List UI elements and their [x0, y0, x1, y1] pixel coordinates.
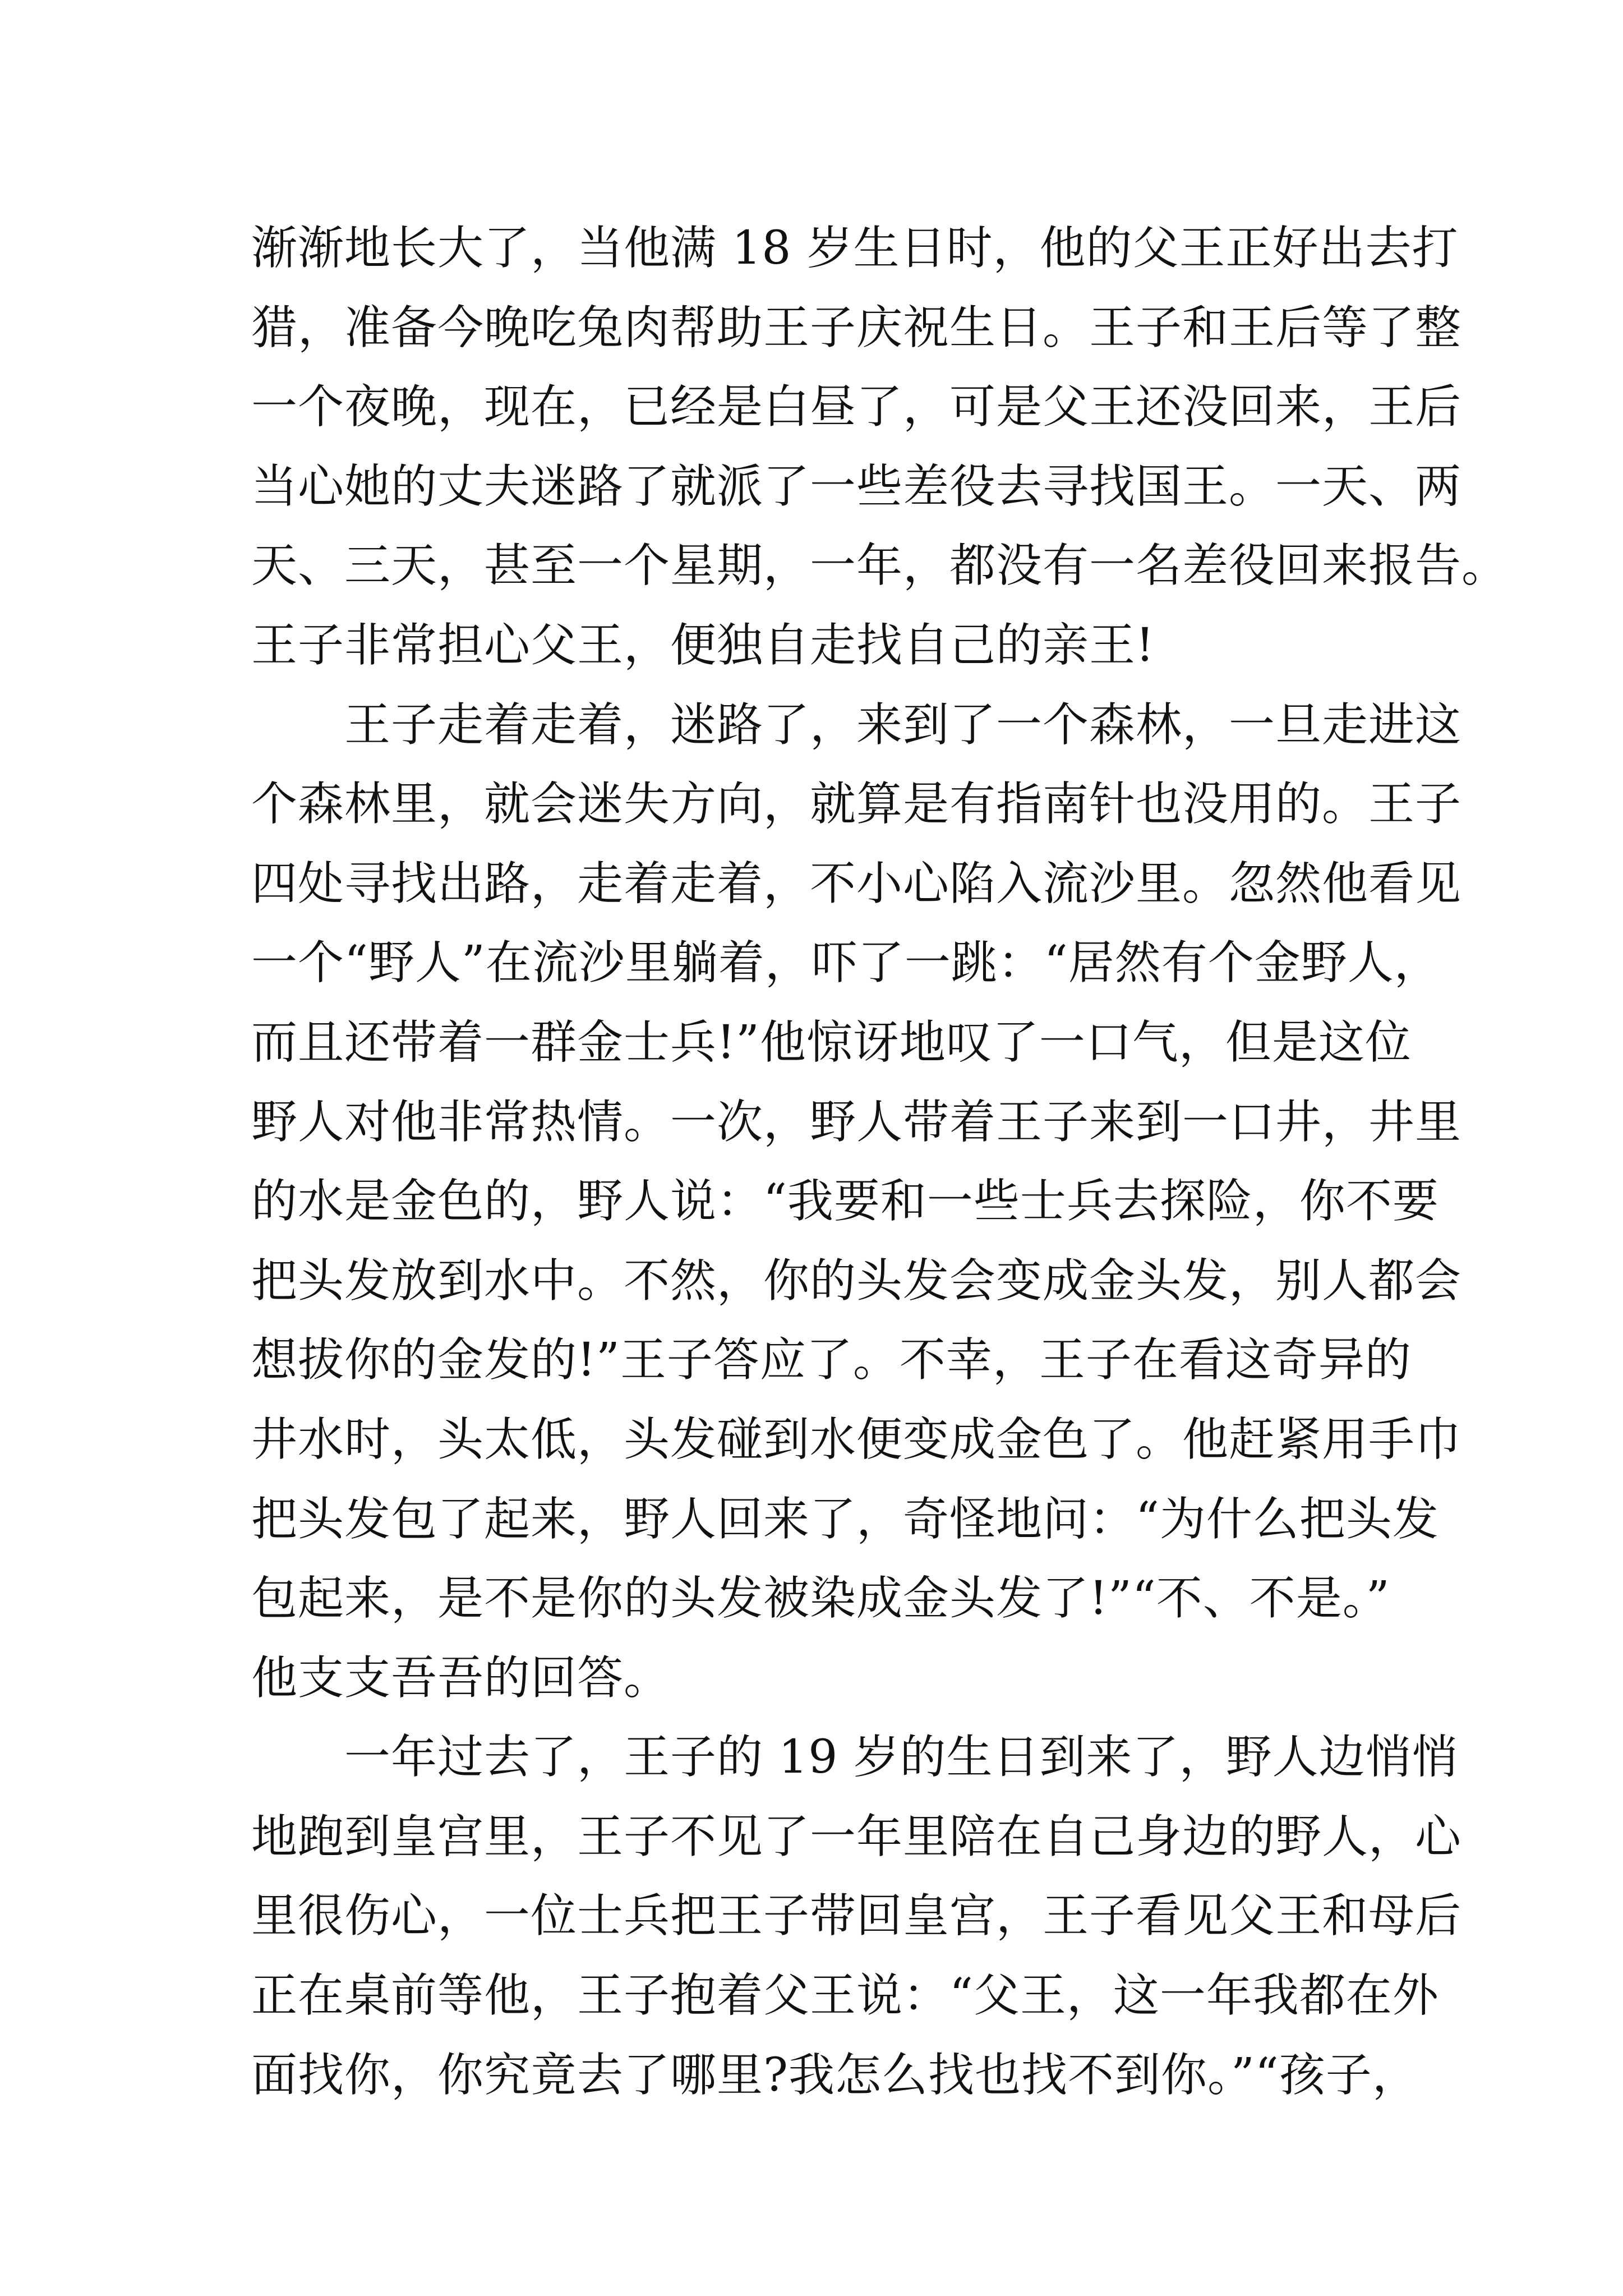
- text-line: 包起来，是不是你的头发被染成金头发了!”“不、不是。”: [251, 1572, 1390, 1626]
- text-line: 而且还带着一群金士兵!”他惊讶地叹了一口气，但是这位: [251, 1015, 1412, 1069]
- text-line: 四处寻找出路，走着走着，不小心陷入流沙里。忽然他看见: [251, 857, 1462, 910]
- text-line: 一年过去了，王子的 19 岁的生日到来了，野人边悄悄: [251, 1731, 1459, 1784]
- text-line: 渐渐地长大了，当他满 18 岁生日时，他的父王正好出去打: [251, 222, 1459, 275]
- text-line: 野人对他非常热情。一次，野人带着王子来到一口井，井里: [251, 1095, 1462, 1149]
- text-line: 把头发放到水中。不然，你的头发会变成金头发，别人都会: [251, 1254, 1462, 1308]
- story-text: [251, 209, 1509, 2115]
- text-line: 王子走着走着，迷路了，来到了一个森林，一旦走进这: [251, 698, 1462, 752]
- text-line: 天、三天，甚至一个星期，一年，都没有一名差役回来报告。: [251, 539, 1509, 593]
- text-line: 王子非常担心父王，便独自走找自己的亲王!: [251, 618, 1155, 672]
- text-line: 一个夜晚，现在，已经是白昼了，可是父王还没回来，王后: [251, 380, 1462, 434]
- text-line: 把头发包了起来，野人回来了，奇怪地问：“为什么把头发: [251, 1492, 1439, 1546]
- text-line: 个森林里，就会迷失方向，就算是有指南针也没用的。王子: [251, 777, 1462, 831]
- text-line: 里很伤心，一位士兵把王子带回皇宫，王子看见父王和母后: [251, 1889, 1462, 1943]
- text-line: 面找你，你究竟去了哪里?我怎么找也找不到你。”“孩子，: [251, 2048, 1419, 2102]
- text-line: 当心她的丈夫迷路了就派了一些差役去寻找国王。一天、两: [251, 459, 1462, 513]
- text-line: 的水是金色的，野人说：“我要和一些士兵去探险，你不要: [251, 1175, 1439, 1228]
- text-line: 一个“野人”在流沙里躺着，吓了一跳：“居然有个金野人，: [251, 936, 1441, 990]
- text-line: 地跑到皇宫里，王子不见了一年里陪在自己身边的野人，心: [251, 1810, 1462, 1864]
- text-line: 想拔你的金发的!”王子答应了。不幸，王子在看这奇异的: [251, 1333, 1412, 1387]
- text-line: 他支支吾吾的回答。: [251, 1651, 671, 1705]
- text-line: 井水时，头太低，头发碰到水便变成金色了。他赶紧用手巾: [251, 1412, 1462, 1466]
- text-line: 正在桌前等他，王子抱着父王说：“父王，这一年我都在外: [251, 1969, 1439, 2023]
- text-line: 猎，准备今晚吃兔肉帮助王子庆祝生日。王子和王后等了整: [251, 301, 1462, 355]
